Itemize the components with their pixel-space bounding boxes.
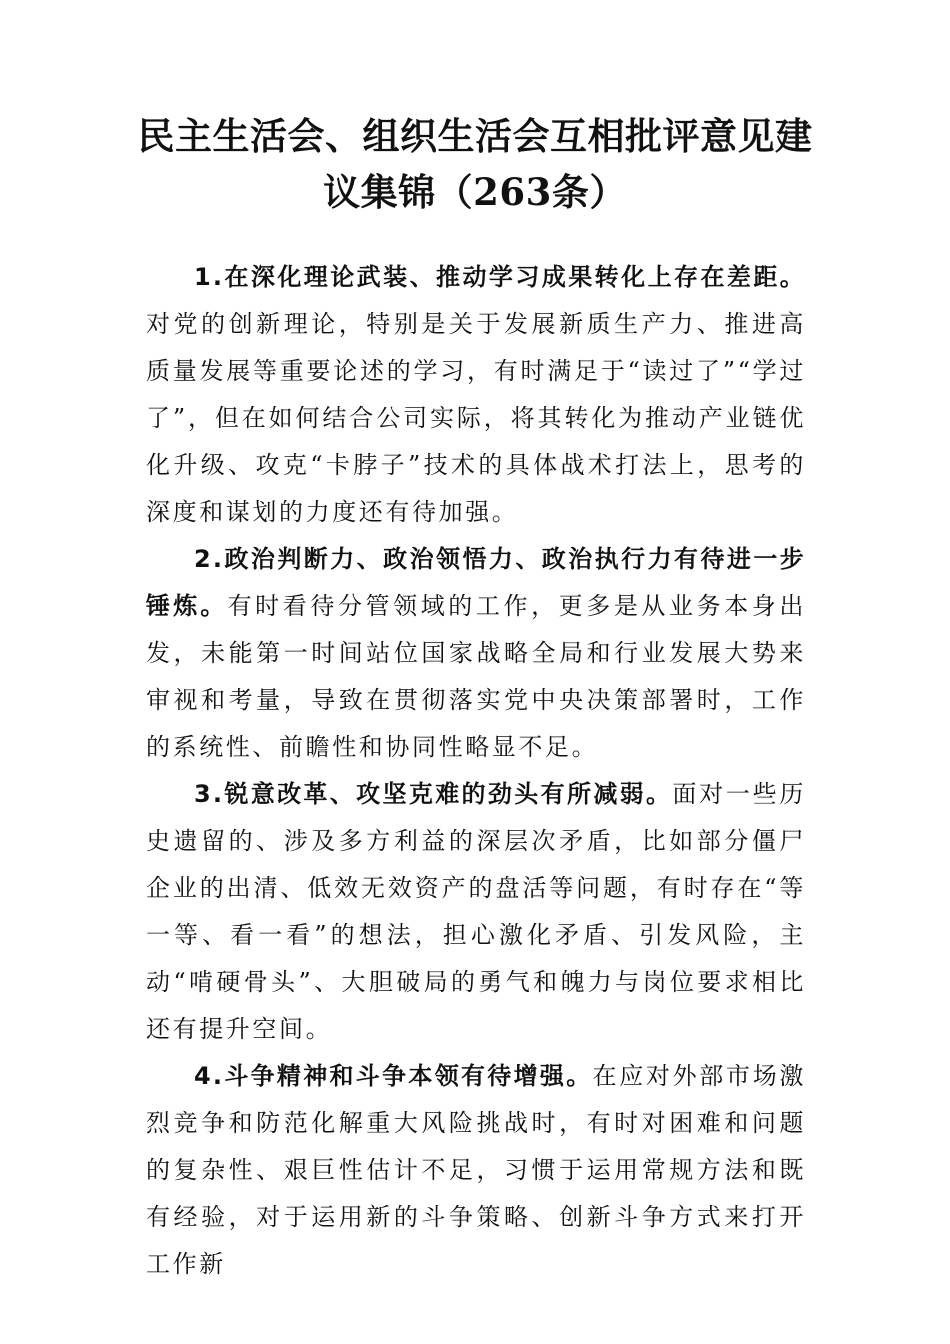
item-text: 对党的创新理论，特别是关于发展新质生产力、推进高质量发展等重要论述的学习，有时满足于“读过了”“学过了”，但在如何结合公司实际，将其转化为推动产业链优化升级、攻克“卡脖子”技术的具体战术打法上，思考的深度和谋划的力度还有待加强。 — [146, 310, 806, 526]
title-line-1: 民主生活会、组织生活会互相批评意见建 — [137, 114, 813, 158]
item-text: 有时看待分管领域的工作，更多是从业务本身出发，未能第一时间站位国家战略全局和行业发展大势来审视和考量，导致在贯彻落实党中央决策部署时，工作的系统性、前瞻性和协同性略显不足。 — [146, 592, 806, 761]
item-heading: 2.政治判断力、政治领悟力、政治执行力有待进一步锤炼。 — [146, 545, 806, 620]
item-paragraph-2 — [146, 536, 806, 771]
document-body — [146, 254, 806, 1288]
item-paragraph-1 — [146, 254, 806, 536]
item-paragraph-3 — [146, 771, 806, 1053]
item-heading: 3.锐意改革、攻坚克难的劲头有所减弱。 — [194, 780, 673, 808]
document-title — [130, 108, 820, 220]
item-paragraph-4 — [146, 1053, 806, 1288]
item-heading: 4.斗争精神和斗争本领有待增强。 — [194, 1062, 593, 1090]
item-heading: 1.在深化理论武装、推动学习成果转化上存在差距。 — [194, 263, 806, 291]
title-line-2: 议集锦（263条） — [323, 170, 627, 214]
item-text: 在应对外部市场激烈竞争和防范化解重大风险挑战时，有时对困难和问题的复杂性、艰巨性估计不足，习惯于运用常规方法和既有经验，对于运用新的斗争策略、创新斗争方式来打开工作新 — [146, 1062, 806, 1278]
item-text: 面对一些历史遗留的、涉及多方利益的深层次矛盾，比如部分僵尸企业的出清、低效无效资产的盘活等问题，有时存在“等一等、看一看”的想法，担心激化矛盾、引发风险，主动“啃硬骨头”、大胆破局的勇气和魄力与岗位要求相比还有提升空间。 — [146, 780, 807, 1043]
